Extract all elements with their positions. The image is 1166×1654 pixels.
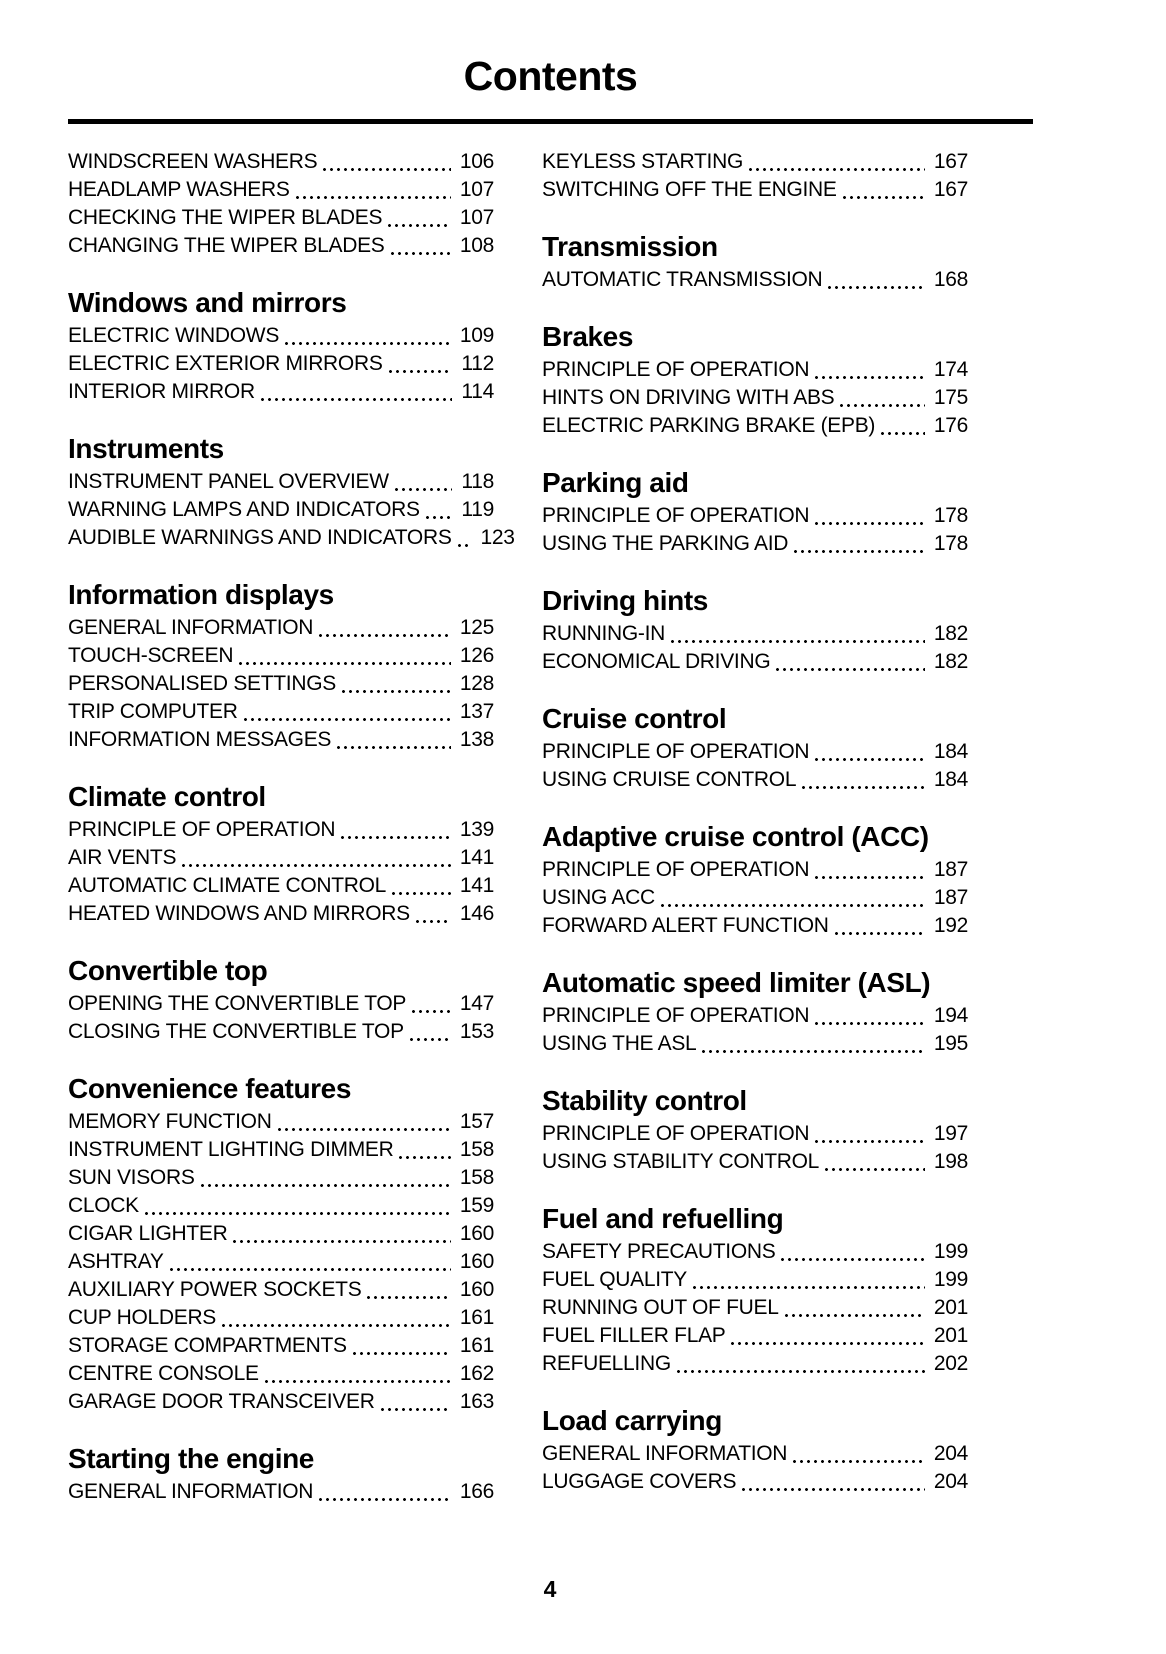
- entry-title: AUTOMATIC CLIMATE CONTROL: [68, 874, 387, 897]
- toc-section: [68, 148, 494, 260]
- entry-title: SWITCHING OFF THE ENGINE: [542, 178, 837, 201]
- entry-page-number: 202: [933, 1352, 968, 1375]
- toc-entry: [68, 1018, 494, 1046]
- entry-page-number: 192: [933, 914, 968, 937]
- entry-page-number: 109: [459, 324, 494, 347]
- toc-entry: [542, 530, 968, 558]
- entry-title: PRINCIPLE OF OPERATION: [542, 1004, 810, 1027]
- toc-entry: [68, 844, 494, 872]
- entry-title: TOUCH-SCREEN: [68, 644, 234, 667]
- entry-page-number: 167: [933, 150, 968, 173]
- section-heading: Cruise control: [542, 703, 727, 734]
- toc-section: [542, 822, 968, 940]
- toc-section: [68, 580, 494, 754]
- dot-leader: [781, 1258, 924, 1261]
- entry-page-number: 126: [459, 644, 494, 667]
- entry-title: FUEL QUALITY: [542, 1268, 687, 1291]
- toc-entry: [68, 698, 494, 726]
- entry-title: SUN VISORS: [68, 1166, 195, 1189]
- toc-entry: [68, 1332, 494, 1360]
- dot-leader: [815, 876, 925, 879]
- section-heading: Parking aid: [542, 467, 689, 498]
- entry-page-number: 147: [459, 992, 494, 1015]
- entry-page-number: 123: [480, 526, 515, 549]
- section-heading: Fuel and refuelling: [542, 1203, 784, 1234]
- dot-leader: [412, 1010, 451, 1013]
- toc-entry: [542, 356, 968, 384]
- entry-title: ELECTRIC PARKING BRAKE (EPB): [542, 414, 876, 437]
- entry-title: ECONOMICAL DRIVING: [542, 650, 771, 673]
- dot-leader: [815, 758, 925, 761]
- dot-leader: [239, 662, 451, 665]
- toc-entry: [542, 912, 968, 940]
- dot-leader: [835, 932, 925, 935]
- toc-entry: [68, 1478, 494, 1506]
- entry-title: AUXILIARY POWER SOCKETS: [68, 1278, 362, 1301]
- dot-leader: [828, 286, 924, 289]
- toc-left-column: [68, 148, 515, 1506]
- entry-title: PRINCIPLE OF OPERATION: [542, 358, 810, 381]
- entry-title: CLOCK: [68, 1194, 139, 1217]
- toc-entry: [68, 642, 494, 670]
- dot-leader: [261, 398, 453, 401]
- entry-title: OPENING THE CONVERTIBLE TOP: [68, 992, 407, 1015]
- toc-entry: [542, 1120, 968, 1148]
- toc-section: [542, 148, 968, 204]
- entry-title: CHANGING THE WIPER BLADES: [68, 234, 385, 257]
- toc-entry: [68, 1248, 494, 1276]
- entry-title: ASHTRAY: [68, 1250, 164, 1273]
- toc-section: [68, 1444, 494, 1506]
- entry-page-number: 137: [459, 700, 494, 723]
- entry-title: STORAGE COMPARTMENTS: [68, 1334, 347, 1357]
- entry-title: SAFETY PRECAUTIONS: [542, 1240, 776, 1263]
- entry-page-number: 182: [933, 622, 968, 645]
- dot-leader: [388, 224, 451, 227]
- entry-title: PRINCIPLE OF OPERATION: [68, 818, 336, 841]
- dot-leader: [395, 488, 453, 491]
- toc-entry: [68, 1192, 494, 1220]
- toc-entry: [542, 148, 968, 176]
- entry-page-number: 174: [933, 358, 968, 381]
- dot-leader: [182, 864, 451, 867]
- entry-title: WINDSCREEN WASHERS: [68, 150, 318, 173]
- entry-page-number: 166: [459, 1480, 494, 1503]
- toc-section: [542, 468, 968, 558]
- entry-page-number: 163: [459, 1390, 494, 1413]
- entry-page-number: 160: [459, 1278, 494, 1301]
- toc-section: [68, 433, 515, 552]
- dot-leader: [323, 168, 451, 171]
- toc-section: [542, 704, 968, 794]
- toc-entry: [542, 1468, 968, 1496]
- entry-title: AUDIBLE WARNINGS AND INDICATORS: [68, 526, 452, 549]
- entry-page-number: 141: [459, 846, 494, 869]
- dot-leader: [843, 196, 925, 199]
- dot-leader: [693, 1286, 925, 1289]
- toc-right-column: [542, 148, 968, 1506]
- entry-page-number: 112: [461, 352, 494, 375]
- toc-entry: [68, 176, 494, 204]
- entry-title: RUNNING-IN: [542, 622, 665, 645]
- dot-leader: [319, 1498, 451, 1501]
- dot-leader: [341, 836, 451, 839]
- toc-section: [542, 1204, 968, 1378]
- toc-entry: [542, 1030, 968, 1058]
- entry-page-number: 201: [933, 1324, 968, 1347]
- toc-entry: [542, 1238, 968, 1266]
- entry-page-number: 184: [933, 740, 968, 763]
- toc-entry: [68, 1360, 494, 1388]
- toc-entry: [68, 990, 494, 1018]
- entry-title: CUP HOLDERS: [68, 1306, 217, 1329]
- toc-entry: [68, 378, 494, 406]
- toc-entry: [542, 620, 968, 648]
- entry-title: HINTS ON DRIVING WITH ABS: [542, 386, 835, 409]
- dot-leader: [677, 1370, 925, 1373]
- dot-leader: [458, 544, 472, 547]
- dot-leader: [391, 252, 451, 255]
- entry-page-number: 125: [459, 616, 494, 639]
- entry-page-number: 114: [461, 380, 494, 403]
- dot-leader: [776, 668, 925, 671]
- dot-leader: [389, 370, 453, 373]
- entry-title: PERSONALISED SETTINGS: [68, 672, 336, 695]
- toc-section: [68, 288, 494, 406]
- entry-page-number: 138: [459, 728, 494, 751]
- entry-page-number: 141: [459, 874, 494, 897]
- section-heading: Load carrying: [542, 1405, 722, 1436]
- dot-leader: [671, 640, 925, 643]
- dot-leader: [749, 168, 925, 171]
- toc-entry: [542, 884, 968, 912]
- toc-entry: [542, 384, 968, 412]
- entry-page-number: 176: [933, 414, 968, 437]
- entry-title: FORWARD ALERT FUNCTION: [542, 914, 829, 937]
- dot-leader: [785, 1314, 925, 1317]
- entry-page-number: 128: [459, 672, 494, 695]
- dot-leader: [416, 920, 451, 923]
- dot-leader: [702, 1050, 924, 1053]
- toc-section: [68, 782, 494, 928]
- entry-title: CLOSING THE CONVERTIBLE TOP: [68, 1020, 404, 1043]
- toc-entry: [542, 176, 968, 204]
- entry-page-number: 204: [933, 1470, 968, 1493]
- dot-leader: [742, 1488, 925, 1491]
- dot-leader: [353, 1352, 451, 1355]
- toc-entry: [542, 648, 968, 676]
- toc-entry: [68, 1276, 494, 1304]
- dot-leader: [840, 404, 925, 407]
- entry-page-number: 199: [933, 1240, 968, 1263]
- entry-page-number: 198: [933, 1150, 968, 1173]
- entry-page-number: 119: [461, 498, 494, 521]
- toc-entry: [68, 322, 494, 350]
- dot-leader: [278, 1128, 451, 1131]
- toc-section: [542, 968, 968, 1058]
- entry-title: USING STABILITY CONTROL: [542, 1150, 820, 1173]
- toc-entry: [68, 670, 494, 698]
- entry-page-number: 184: [933, 768, 968, 791]
- page-title: Contents: [463, 53, 638, 99]
- dot-leader: [285, 342, 451, 345]
- dot-leader: [337, 746, 451, 749]
- dot-leader: [170, 1268, 451, 1271]
- entry-title: USING THE PARKING AID: [542, 532, 789, 555]
- entry-page-number: 197: [933, 1122, 968, 1145]
- toc-entry: [68, 900, 494, 928]
- entry-page-number: 175: [933, 386, 968, 409]
- dot-leader: [426, 516, 453, 519]
- toc-entry: [68, 232, 494, 260]
- entry-title: FUEL FILLER FLAP: [542, 1324, 726, 1347]
- entry-title: MEMORY FUNCTION: [68, 1110, 272, 1133]
- entry-page-number: 159: [459, 1194, 494, 1217]
- toc-entry: [542, 1322, 968, 1350]
- toc-entry: [542, 502, 968, 530]
- toc-section: [542, 322, 968, 440]
- toc-entry: [68, 872, 494, 900]
- entry-title: PRINCIPLE OF OPERATION: [542, 858, 810, 881]
- entry-title: GENERAL INFORMATION: [68, 616, 314, 639]
- dot-leader: [731, 1342, 924, 1345]
- entry-page-number: 187: [933, 886, 968, 909]
- table-of-contents: [68, 148, 968, 1506]
- entry-title: GARAGE DOOR TRANSCEIVER: [68, 1390, 375, 1413]
- entry-title: KEYLESS STARTING: [542, 150, 743, 173]
- dot-leader: [367, 1296, 450, 1299]
- dot-leader: [342, 690, 451, 693]
- entry-title: INSTRUMENT PANEL OVERVIEW: [68, 470, 389, 493]
- entry-title: RUNNING OUT OF FUEL: [542, 1296, 779, 1319]
- entry-page-number: 107: [459, 178, 494, 201]
- toc-entry: [542, 412, 968, 440]
- entry-title: HEATED WINDOWS AND MIRRORS: [68, 902, 410, 925]
- toc-entry: [68, 1136, 494, 1164]
- entry-title: USING THE ASL: [542, 1032, 697, 1055]
- dot-leader: [661, 904, 925, 907]
- entry-page-number: 195: [933, 1032, 968, 1055]
- section-heading: Adaptive cruise control (ACC): [542, 821, 929, 852]
- entry-title: REFUELLING: [542, 1352, 671, 1375]
- toc-entry: [68, 1164, 494, 1192]
- entry-page-number: 178: [933, 532, 968, 555]
- dot-leader: [815, 376, 925, 379]
- dot-leader: [815, 1022, 925, 1025]
- entry-page-number: 108: [459, 234, 494, 257]
- dot-leader: [296, 196, 451, 199]
- toc-section: [68, 1074, 494, 1416]
- toc-entry: [542, 1294, 968, 1322]
- entry-title: ELECTRIC WINDOWS: [68, 324, 280, 347]
- entry-page-number: 158: [459, 1138, 494, 1161]
- toc-entry: [542, 1148, 968, 1176]
- dot-leader: [265, 1380, 451, 1383]
- toc-entry: [68, 614, 494, 642]
- toc-section: [68, 956, 494, 1046]
- title-divider: [68, 119, 1033, 124]
- entry-title: USING ACC: [542, 886, 655, 909]
- entry-title: INSTRUMENT LIGHTING DIMMER: [68, 1138, 394, 1161]
- entry-page-number: 187: [933, 858, 968, 881]
- dot-leader: [233, 1240, 450, 1243]
- entry-title: USING CRUISE CONTROL: [542, 768, 797, 791]
- toc-entry: [68, 726, 494, 754]
- toc-section: [542, 586, 968, 676]
- toc-entry: [542, 856, 968, 884]
- entry-page-number: 199: [933, 1268, 968, 1291]
- entry-title: GENERAL INFORMATION: [542, 1442, 788, 1465]
- entry-page-number: 178: [933, 504, 968, 527]
- section-heading: Convertible top: [68, 955, 268, 986]
- toc-entry: [542, 738, 968, 766]
- entry-page-number: 158: [459, 1166, 494, 1189]
- toc-entry: [542, 766, 968, 794]
- entry-title: PRINCIPLE OF OPERATION: [542, 504, 810, 527]
- toc-entry: [68, 204, 494, 232]
- entry-title: PRINCIPLE OF OPERATION: [542, 1122, 810, 1145]
- entry-title: INFORMATION MESSAGES: [68, 728, 332, 751]
- entry-title: AIR VENTS: [68, 846, 177, 869]
- entry-title: TRIP COMPUTER: [68, 700, 238, 723]
- dot-leader: [381, 1408, 451, 1411]
- dot-leader: [392, 892, 451, 895]
- section-heading: Information displays: [68, 579, 334, 610]
- toc-entry: [68, 1304, 494, 1332]
- toc-section: [542, 232, 968, 294]
- entry-title: PRINCIPLE OF OPERATION: [542, 740, 810, 763]
- section-heading: Climate control: [68, 781, 266, 812]
- dot-leader: [815, 1140, 925, 1143]
- entry-page-number: 204: [933, 1442, 968, 1465]
- dot-leader: [201, 1184, 451, 1187]
- entry-page-number: 106: [459, 150, 494, 173]
- entry-title: HEADLAMP WASHERS: [68, 178, 290, 201]
- page-content: [68, 53, 1033, 1506]
- section-heading: Stability control: [542, 1085, 747, 1116]
- section-heading: Windows and mirrors: [68, 287, 347, 318]
- entry-page-number: 160: [459, 1222, 494, 1245]
- dot-leader: [881, 432, 925, 435]
- entry-page-number: 162: [459, 1362, 494, 1385]
- toc-entry: [68, 1108, 494, 1136]
- page-number: 4: [543, 1576, 557, 1602]
- entry-title: INTERIOR MIRROR: [68, 380, 255, 403]
- section-heading: Convenience features: [68, 1073, 351, 1104]
- entry-title: CHECKING THE WIPER BLADES: [68, 206, 383, 229]
- toc-entry: [542, 1002, 968, 1030]
- dot-leader: [244, 718, 451, 721]
- entry-page-number: 160: [459, 1250, 494, 1273]
- entry-page-number: 139: [459, 818, 494, 841]
- dot-leader: [399, 1156, 450, 1159]
- entry-page-number: 201: [933, 1296, 968, 1319]
- entry-title: WARNING LAMPS AND INDICATORS: [68, 498, 420, 521]
- entry-title: CIGAR LIGHTER: [68, 1222, 228, 1245]
- toc-section: [542, 1406, 968, 1496]
- section-heading: Automatic speed limiter (ASL): [542, 967, 931, 998]
- dot-leader: [145, 1212, 451, 1215]
- dot-leader: [222, 1324, 451, 1327]
- entry-title: GENERAL INFORMATION: [68, 1480, 314, 1503]
- toc-entry: [68, 1388, 494, 1416]
- toc-entry: [68, 148, 494, 176]
- section-heading: Driving hints: [542, 585, 708, 616]
- dot-leader: [793, 1460, 925, 1463]
- dot-leader: [319, 634, 451, 637]
- toc-entry: [542, 1350, 968, 1378]
- entry-page-number: 107: [459, 206, 494, 229]
- toc-entry: [68, 816, 494, 844]
- section-heading: Transmission: [542, 231, 718, 262]
- toc-entry: [68, 350, 494, 378]
- dot-leader: [815, 522, 925, 525]
- entry-title: AUTOMATIC TRANSMISSION: [542, 268, 823, 291]
- toc-entry: [68, 1220, 494, 1248]
- toc-entry: [542, 1440, 968, 1468]
- toc-entry: [68, 496, 494, 524]
- section-heading: Instruments: [68, 433, 224, 464]
- entry-page-number: 161: [459, 1306, 494, 1329]
- entry-title: CENTRE CONSOLE: [68, 1362, 259, 1385]
- entry-title: LUGGAGE COVERS: [542, 1470, 737, 1493]
- entry-page-number: 182: [933, 650, 968, 673]
- dot-leader: [794, 550, 925, 553]
- entry-title: ELECTRIC EXTERIOR MIRRORS: [68, 352, 383, 375]
- toc-entry: [68, 524, 515, 552]
- section-heading: Brakes: [542, 321, 634, 352]
- entry-page-number: 194: [933, 1004, 968, 1027]
- dot-leader: [410, 1038, 451, 1041]
- dot-leader: [825, 1168, 925, 1171]
- section-heading: Starting the engine: [68, 1443, 314, 1474]
- entry-page-number: 167: [933, 178, 968, 201]
- toc-entry: [542, 1266, 968, 1294]
- entry-page-number: 153: [459, 1020, 494, 1043]
- entry-page-number: 157: [459, 1110, 494, 1133]
- toc-entry: [542, 266, 968, 294]
- toc-section: [542, 1086, 968, 1176]
- entry-page-number: 168: [933, 268, 968, 291]
- dot-leader: [802, 786, 925, 789]
- entry-page-number: 161: [459, 1334, 494, 1357]
- entry-page-number: 118: [461, 470, 494, 493]
- toc-entry: [68, 468, 494, 496]
- entry-page-number: 146: [459, 902, 494, 925]
